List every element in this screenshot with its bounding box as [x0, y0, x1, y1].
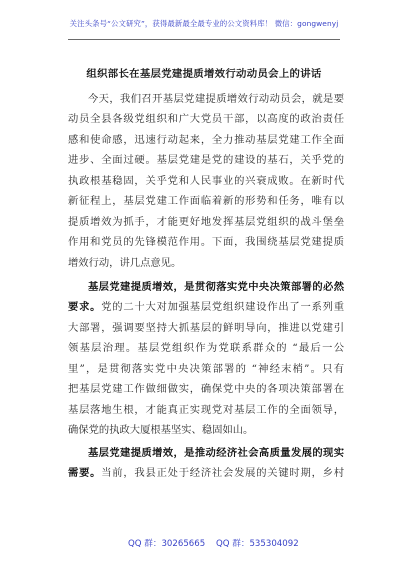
- line-text: 感和使命感，迅速行动起来，全力推动基层党建工作全面: [68, 133, 344, 146]
- line-text: 大部署，强调要坚持大抓基层的鲜明导向，推进以党建引: [68, 321, 344, 334]
- paragraph-line: [68, 212, 344, 232]
- line-text: 确保党的执政大厦根基坚实、稳固如山。: [68, 424, 254, 437]
- paragraph-line: [68, 150, 344, 170]
- line-text: 里”，是贯彻落实党中央决策部署的 “神经末梢”。只有: [68, 362, 344, 375]
- paragraph-line: [68, 400, 344, 420]
- bold-heading-text: 基层党建提质增效，是贯彻落实党中央决策部署的必然: [88, 281, 344, 293]
- bold-heading-text: 要求。: [68, 301, 102, 314]
- paragraph-line: [68, 443, 344, 463]
- paragraph-line: [68, 89, 344, 109]
- line-text: 党的二十大对加强基层党组织建设作出了一系列重: [101, 301, 344, 314]
- paragraph-line: [68, 420, 344, 440]
- line-text: 增效行动，讲几点意见。: [68, 256, 182, 269]
- line-text: 执政根基稳固，关乎党和人民事业的兴衰成败。在新时代: [68, 174, 344, 187]
- paragraph-line: [68, 130, 344, 150]
- header-banner: 关注头条号“公文研究”，获得最新最全最专业的公文资料库！ 微信：gongwenyj: [69, 19, 339, 28]
- paragraph-line: [68, 253, 344, 273]
- paragraph-line: [68, 463, 344, 483]
- line-text: 把基层党建工作做细做实，确保党中央的各项决策部署在: [68, 383, 344, 396]
- line-text: 作用和党员的先锋模范作用。下面，我围绕基层党建提质: [68, 236, 344, 249]
- bold-heading-text: 基层党建提质增效，是推动经济社会高质量发展的现实: [88, 447, 344, 459]
- paragraph-line: [68, 109, 344, 129]
- paragraph-line: [68, 191, 344, 211]
- line-text: 新征程上，基层党建工作面临着新的形势和任务，唯有以: [68, 195, 344, 208]
- paragraph-line: [68, 379, 344, 399]
- line-text: 进步、全面过硬。基层党建是党的建设的基石，关乎党的: [68, 154, 344, 167]
- header-divider: [68, 39, 340, 40]
- footer-qq-group-2: QQ 群：535304092: [216, 539, 299, 549]
- paragraph-1: [68, 89, 344, 273]
- line-text: 动员全县各级党组织和广大党员干部，以高度的政治责任: [68, 113, 344, 126]
- paragraph-line: [68, 318, 344, 338]
- paragraph-line: [68, 277, 344, 297]
- paragraph-line: [68, 232, 344, 252]
- paragraph-line: [68, 338, 344, 358]
- bold-heading-text: 需要。: [68, 467, 102, 480]
- paragraph-2: [68, 277, 344, 441]
- line-text: 今天，我们召开基层党建提质增效行动动员会，就是要: [88, 93, 344, 105]
- line-text: 领基层治理。基层党组织作为党联系群众的 “最后一公: [68, 342, 344, 355]
- paragraph-line: [68, 171, 344, 191]
- paragraph-line: [68, 297, 344, 317]
- paragraph-3: [68, 443, 344, 484]
- paragraph-line: [68, 359, 344, 379]
- line-text: 提质增效为抓手，才能更好地发挥基层党组织的战斗堡垒: [68, 215, 344, 228]
- footer-qq-group-1: QQ 群：30265665: [128, 539, 206, 549]
- document-title: 组织部长在基层党建提质增效行动动员会上的讲话: [86, 68, 322, 80]
- line-text: 基层落地生根，才能真正实现党对基层工作的全面领导，: [68, 403, 344, 416]
- line-text: 当前，我县正处于经济社会发展的关键时期，乡村: [101, 467, 344, 480]
